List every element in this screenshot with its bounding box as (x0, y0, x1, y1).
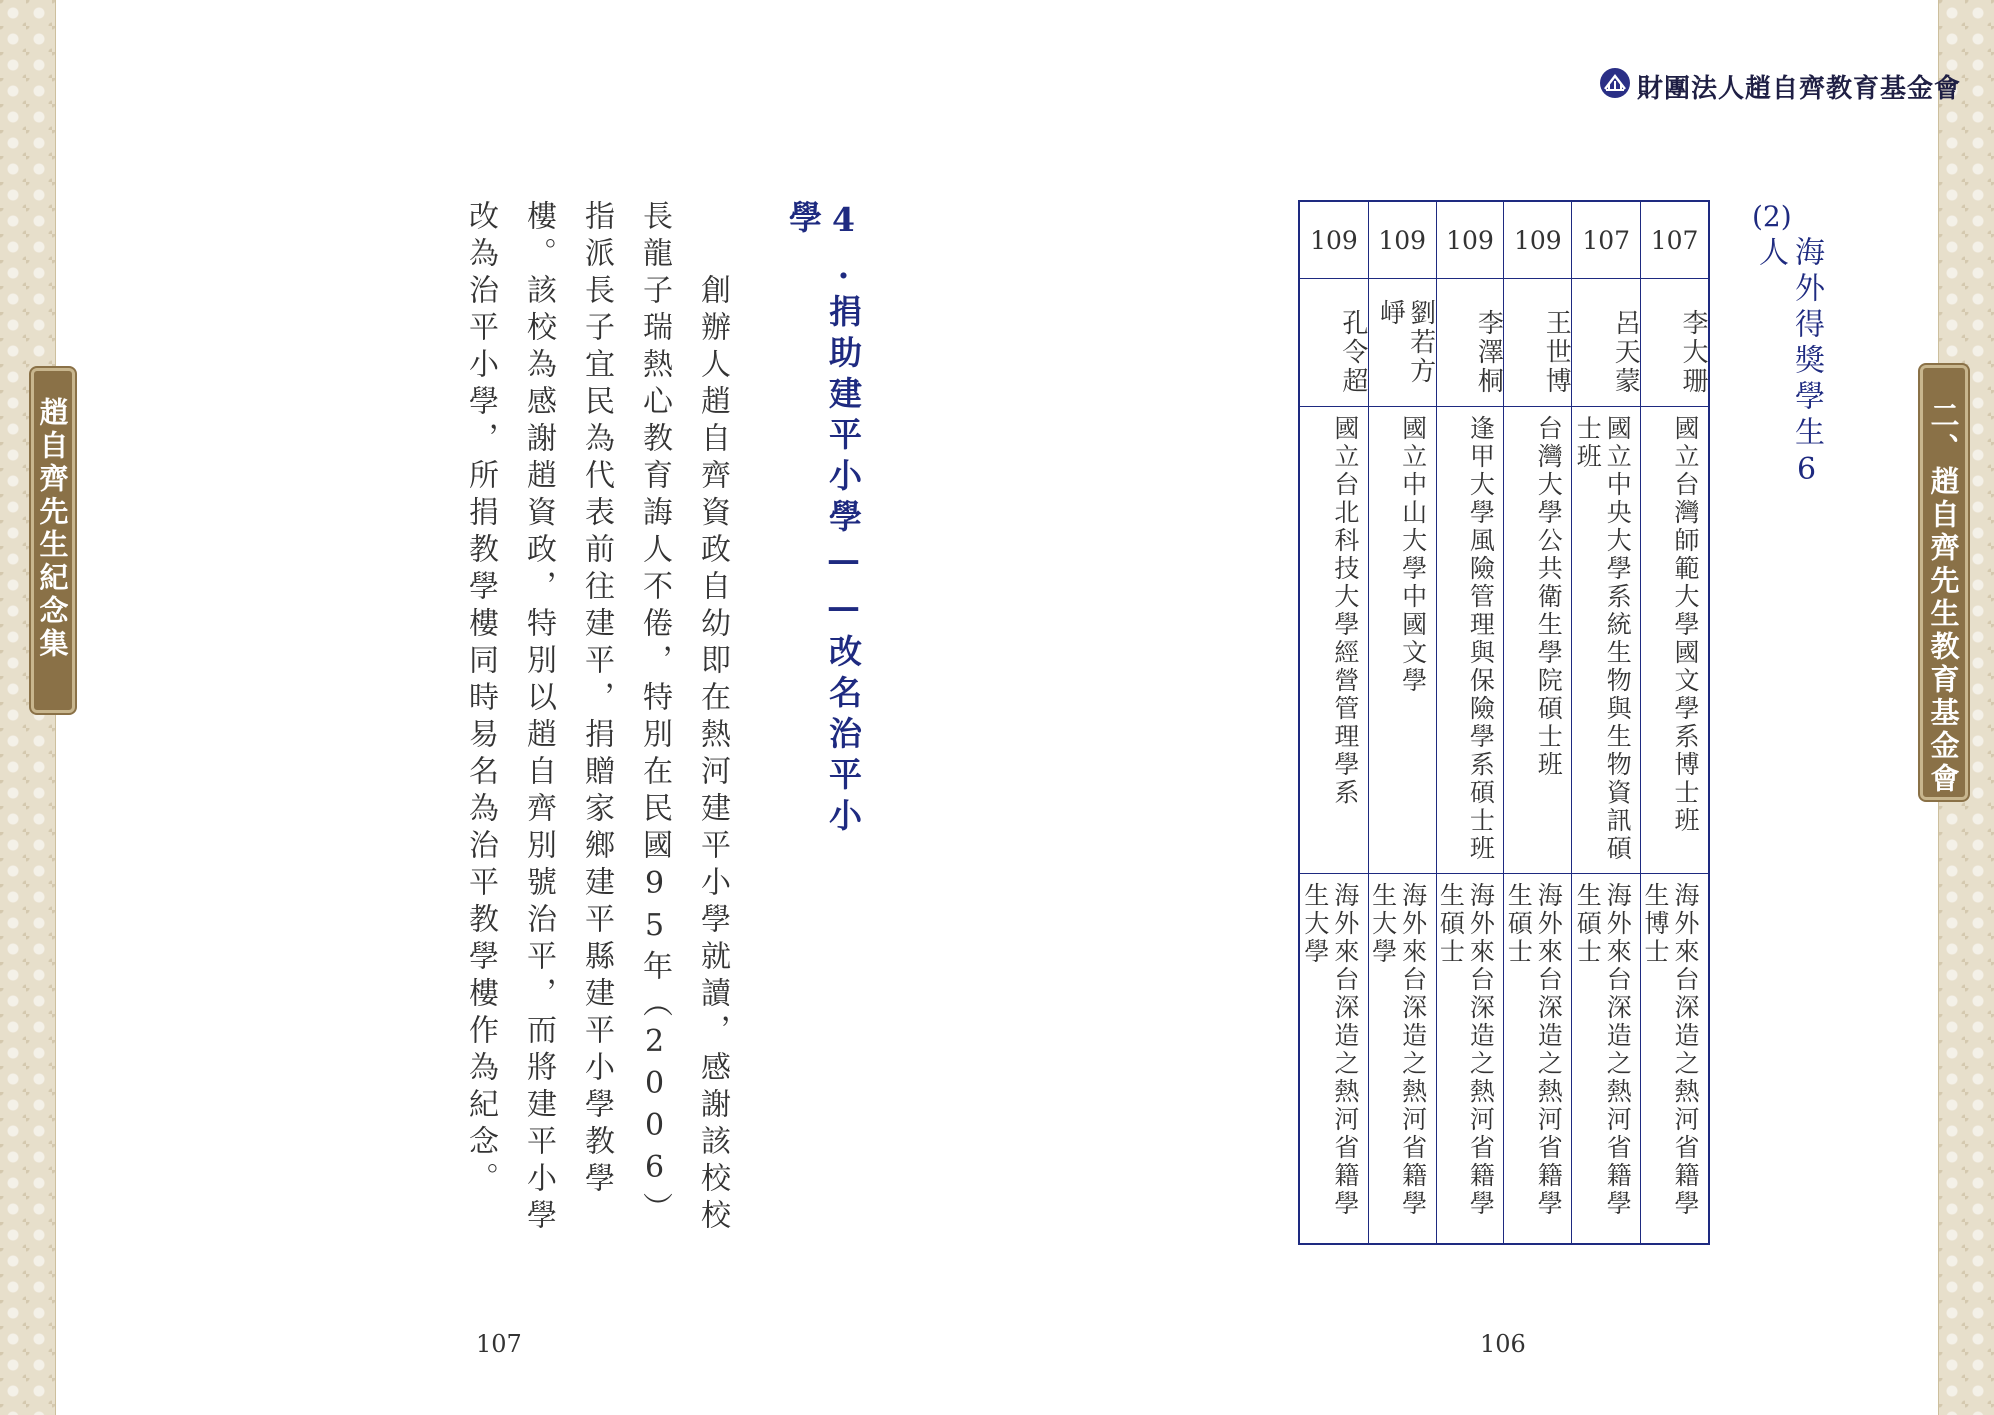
table-row (1571, 202, 1640, 1243)
left-book-title-tab: 趙自齊先生紀念集 (31, 368, 75, 713)
student-name: 李大珊 (1641, 279, 1708, 407)
school-department: 台灣大學公共衛生學院碩士班 (1504, 407, 1571, 874)
school-department: 國立台灣師範大學國文學系博士班 (1641, 407, 1708, 874)
student-name: 劉若方崢 (1369, 279, 1436, 407)
student-identity: 海外來台深造之熱河省籍學生碩士 (1573, 882, 1633, 1218)
award-year: 109 (1437, 202, 1504, 279)
subsection-number: (2) (1752, 200, 1792, 233)
award-year: 107 (1641, 202, 1708, 279)
award-year: 107 (1572, 202, 1640, 279)
section-body-text: 創辦人趙自齊資政自幼即在熱河建平小學就讀，感謝該校校長龍子瑞熱心教育誨人不倦，特別在民國95年（2006）指派長子宜民為代表前往建平，捐贈家鄉建平縣建平小學教學樓。該校為感謝趙資政，特別以趙自齊別號治平，而將建平小學改為治平小學，所捐教學樓同時易名為治平教學樓作為紀念。 (463, 200, 730, 1236)
school-department: 逢甲大學風險管理與保險學系碩士班 (1437, 407, 1504, 874)
table-row (1368, 202, 1436, 1243)
award-year: 109 (1504, 202, 1571, 279)
student-name: 李澤桐 (1437, 279, 1504, 407)
award-year: 109 (1300, 202, 1368, 279)
page-number-right: 106 (1480, 1330, 1526, 1358)
award-year: 109 (1369, 202, 1436, 279)
section-heading: 4.捐助建平小學——改名治平小學 (784, 200, 863, 839)
foundation-name: 財團法人趙自齊教育基金會 (1637, 74, 1962, 104)
student-name: 王世博 (1504, 279, 1571, 407)
table-row (1300, 202, 1368, 1243)
table-row (1640, 202, 1708, 1243)
school-department: 國立中山大學中國文學 (1369, 407, 1436, 874)
right-chapter-tab: 二、趙自齊先生教育基金會 (1920, 365, 1968, 800)
overseas-awardees-table (1298, 200, 1710, 1245)
student-name: 呂天蒙 (1572, 279, 1640, 407)
student-name: 孔令超 (1300, 279, 1368, 407)
school-department: 國立中央大學系統生物與生物資訊碩士班 (1572, 407, 1640, 874)
page-number-left: 107 (476, 1330, 522, 1358)
table-row (1436, 202, 1504, 1243)
subsection-title: 海外得獎學生6人 (1753, 236, 1824, 493)
student-identity: 海外來台深造之熱河省籍學生碩士 (1504, 882, 1564, 1218)
student-identity: 海外來台深造之熱河省籍學生碩士 (1436, 882, 1496, 1218)
student-identity: 海外來台深造之熱河省籍學生博士 (1641, 882, 1700, 1218)
foundation-logo-icon (1599, 67, 1631, 99)
table-row (1503, 202, 1571, 1243)
school-department: 國立台北科技大學經營管理學系 (1300, 407, 1368, 874)
student-identity: 海外來台深造之熱河省籍學生大學 (1368, 882, 1428, 1218)
student-identity: 海外來台深造之熱河省籍學生大學 (1300, 882, 1360, 1218)
